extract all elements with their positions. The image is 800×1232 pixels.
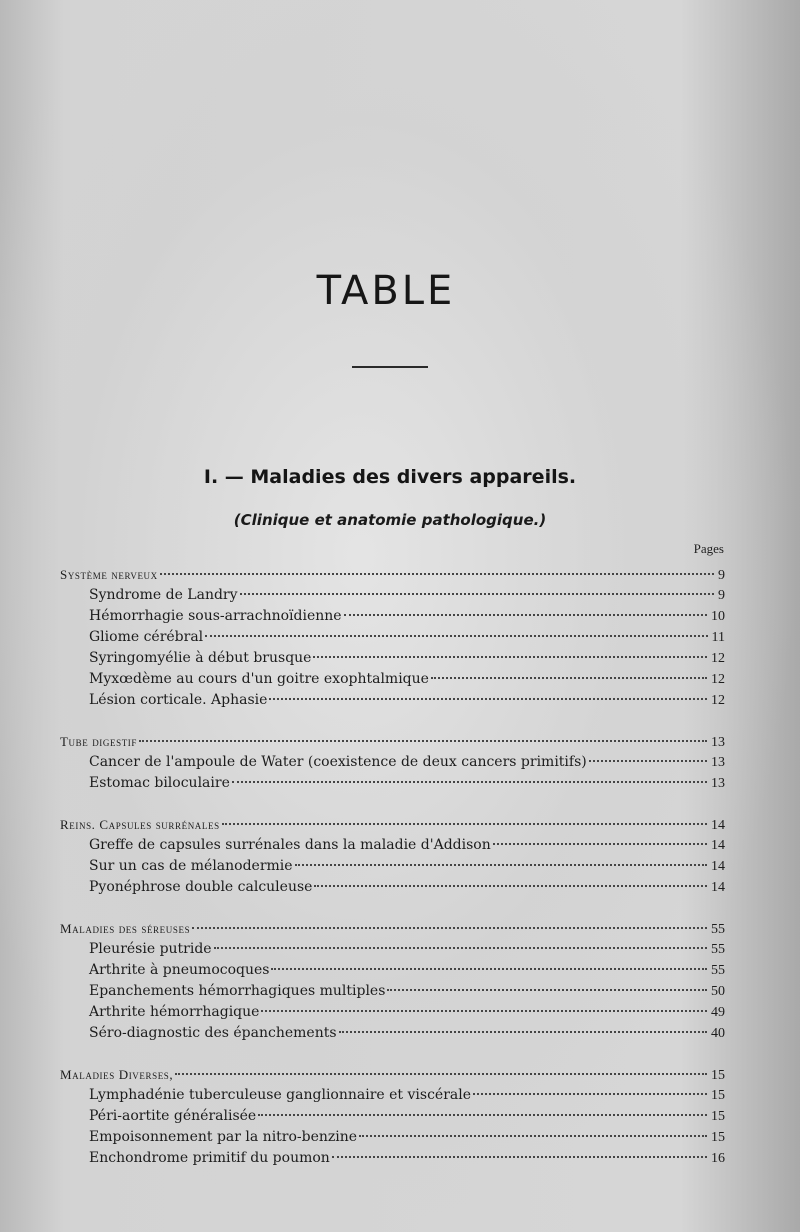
toc-entry-label: Séro-diagnostic des épanchements [89,1025,337,1041]
group-spacer [60,794,725,814]
toc-entry [60,981,725,1002]
toc-entry-label: Pleurésie putride [89,941,212,957]
toc-group-heading [60,814,725,835]
dot-leader [269,698,707,700]
toc-entry-label: Péri-aortite généralisée [89,1108,257,1124]
toc-entry [60,752,725,773]
toc-entry [60,1085,725,1106]
dot-leader [339,1031,707,1033]
dot-leader [258,1114,707,1116]
toc-page-number: 13 [711,735,725,750]
dot-leader [232,781,707,783]
dot-leader [473,1093,707,1095]
group-spacer [60,898,725,918]
dot-leader [160,573,714,575]
toc-page-number: 12 [711,693,725,708]
toc-entry-label: Greffe de capsules surrénales dans la maladie d'Addison [89,837,491,853]
toc-entry [60,835,725,856]
toc-entry-label: Empoisonnement par la nitro-benzine [89,1129,358,1145]
toc-entry-label: Lésion corticale. Aphasie [89,692,268,708]
title-rule [352,366,428,368]
toc-page-number: 15 [711,1130,725,1145]
dot-leader [214,947,707,949]
toc-page-number: 50 [711,984,725,999]
toc-entry-label: Syringomyélie à début brusque [89,650,312,666]
toc-page-number: 12 [711,651,725,666]
dot-leader [261,1010,707,1012]
toc-entry [60,1148,725,1169]
toc-entry [60,773,725,794]
toc-entry-label: Cancer de l'ampoule de Water (coexistence de deux cancers primitifs) [89,754,587,770]
group-spacer [60,1044,725,1064]
toc-page-number: 13 [711,776,725,791]
section-subheading: (Clinique et anatomie pathologique.) [233,511,547,529]
toc-page-number: 14 [711,880,725,895]
toc-entry-label: Myxœdème au cours d'un goitre exophtalmique [89,671,429,687]
dot-leader [271,968,707,970]
toc-group-label: Système nerveux [60,567,158,582]
toc-entry [60,669,725,690]
toc-page-number: 11 [711,630,725,645]
section-heading: I. — Maladies des divers appareils. [203,466,577,488]
toc-page-number: 16 [711,1151,725,1166]
toc-group-heading [60,918,725,939]
toc-page-number: 12 [711,672,725,687]
toc-group-heading [60,1064,725,1085]
toc-entry [60,960,725,981]
toc-entry-label: Pyonéphrose double calculeuse [89,879,313,895]
toc-entry-label: Hémorrhagie sous-arrachnoïdienne [89,608,342,624]
toc-entry [60,1002,725,1023]
dot-leader [431,677,707,679]
dot-leader [387,989,707,991]
toc-page-number: 49 [711,1005,725,1020]
toc-entry [60,939,725,960]
toc-page-number: 9 [718,588,725,603]
dot-leader [139,740,707,742]
page-title: TABLE [316,268,456,314]
toc-page-number: 40 [711,1026,725,1041]
toc-entry [60,627,725,648]
toc-entry-label: Sur un cas de mélanodermie [89,858,293,874]
toc-page-number: 10 [711,609,725,624]
toc-page-number: 14 [711,859,725,874]
toc-group-heading [60,731,725,752]
dot-leader [493,843,707,845]
toc-page-number: 13 [711,755,725,770]
toc-entry [60,856,725,877]
toc-page-number: 55 [711,942,725,957]
toc-entry-label: Lymphadénie tuberculeuse ganglionnaire et viscérale [89,1087,471,1103]
toc-entry-label: Arthrite hémorrhagique [89,1004,260,1020]
dot-leader [332,1156,707,1158]
toc-page-number: 55 [711,963,725,978]
toc-page-number: 15 [711,1088,725,1103]
dot-leader [314,885,707,887]
toc-group-label: Reins. Capsules surrénales [60,817,220,832]
group-spacer [60,711,725,731]
dot-leader [240,593,714,595]
dot-leader [359,1135,707,1137]
dot-leader [589,760,707,762]
dot-leader [222,823,707,825]
toc-entry [60,1023,725,1044]
dot-leader [313,656,707,658]
toc-entry [60,648,725,669]
toc-group-label: Maladies des séreuses [60,921,191,936]
toc-entry-label: Gliome cérébral [89,629,204,645]
pages-column-label: Pages [693,541,724,556]
table-of-contents [60,564,725,1169]
dot-leader [295,864,707,866]
toc-entry [60,606,725,627]
dot-leader [344,614,707,616]
dot-leader [205,635,707,637]
toc-entry-label: Syndrome de Landry [89,587,238,603]
toc-entry-label: Enchondrome primitif du poumon [89,1150,330,1166]
toc-page-number: 55 [711,922,725,937]
toc-page-number: 14 [711,818,725,833]
toc-entry [60,585,725,606]
toc-page-number: 15 [711,1068,725,1083]
dot-leader [192,927,707,929]
toc-page-number: 15 [711,1109,725,1124]
toc-entry-label: Epanchements hémorrhagiques multiples [89,983,386,999]
toc-group-label: Maladies Diverses, [60,1067,174,1082]
toc-entry [60,690,725,711]
toc-entry-label: Arthrite à pneumocoques [89,962,270,978]
toc-group-heading [60,564,725,585]
toc-entry-label: Estomac biloculaire [89,775,230,791]
toc-page-number: 9 [718,568,725,583]
dot-leader [175,1073,707,1075]
toc-page-number: 14 [711,838,725,853]
toc-entry [60,877,725,898]
toc-group-label: Tube digestif [60,734,137,749]
toc-entry [60,1127,725,1148]
toc-entry [60,1106,725,1127]
